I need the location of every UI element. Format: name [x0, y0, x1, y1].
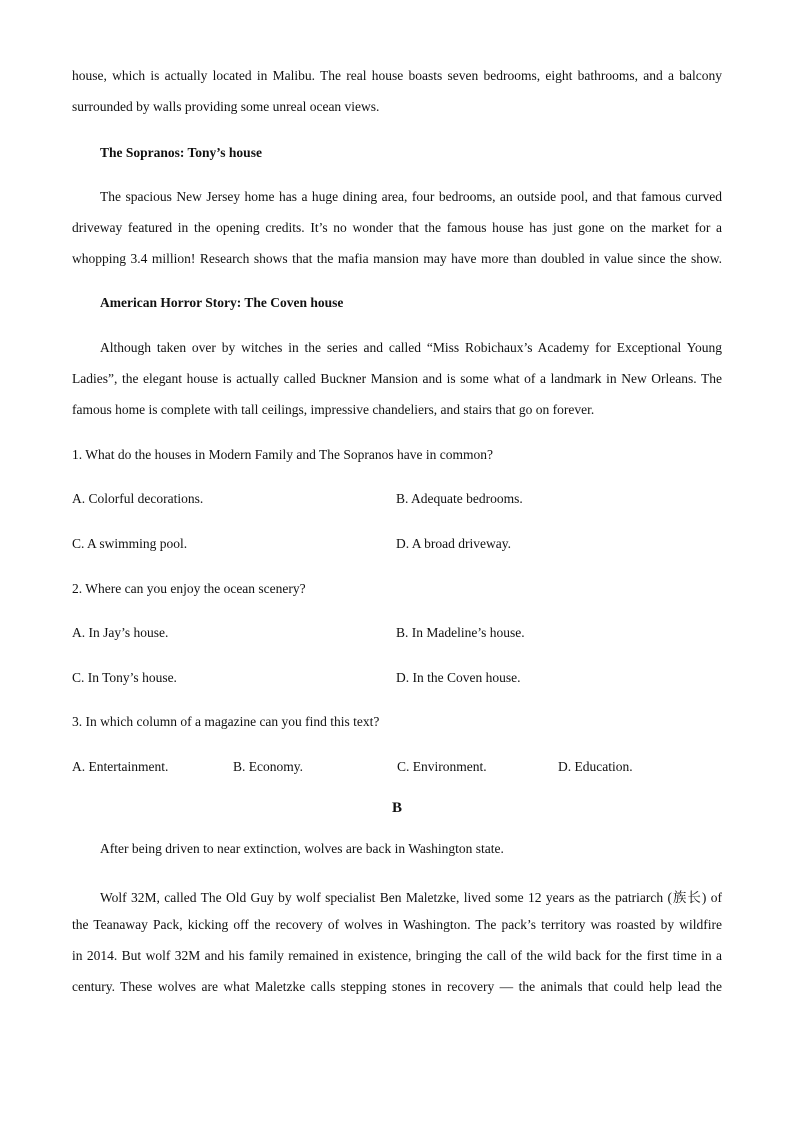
option-d: D. A broad driveway. [396, 536, 511, 551]
option-c: C. Environment. [397, 759, 487, 774]
section-heading-coven: American Horror Story: The Coven house [100, 295, 344, 310]
option-b: B. In Madeline’s house. [396, 625, 525, 640]
question-stem: 2. Where can you enjoy the ocean scenery? [72, 581, 306, 596]
question-stem: 1. What do the houses in Modern Family and The Sopranos have in common? [72, 447, 493, 462]
option-d: D. In the Coven house. [396, 670, 521, 685]
option-a: A. Colorful decorations. [72, 491, 204, 506]
option-a: A. In Jay’s house. [72, 625, 169, 640]
option-a: A. Entertainment. [72, 759, 169, 774]
paragraph-line: famous home is complete with tall ceilings, impressive chandeliers, and stairs that go on forever. [72, 402, 595, 417]
paragraph-line: Wolf 32M, called The Old Guy by wolf specialist Ben Maletzke, lived some 12 years as the patriarch (族长) of [100, 890, 722, 905]
option-d: D. Education. [558, 759, 633, 774]
paragraph-line: driveway featured in the opening credits. It’s no wonder that the famous house has just gone on the market for a [72, 220, 722, 235]
section-heading-sopranos: The Sopranos: Tony’s house [100, 145, 262, 160]
option-c: C. In Tony’s house. [72, 670, 177, 685]
section-letter: B [391, 800, 402, 816]
option-c: C. A swimming pool. [72, 536, 188, 551]
option-b: B. Adequate bedrooms. [396, 491, 523, 506]
paragraph-line: house, which is actually located in Malibu. The real house boasts seven bedrooms, eight bathrooms, and a balcony [72, 68, 722, 83]
paragraph-line: surrounded by walls providing some unreal ocean views. [72, 99, 380, 114]
paragraph-line: The spacious New Jersey home has a huge dining area, four bedrooms, an outside pool, and that famous curved [100, 189, 722, 204]
paragraph-line: century. These wolves are what Maletzke calls stepping stones in recovery — the animals that could help lead the [72, 979, 722, 994]
option-b: B. Economy. [233, 759, 303, 774]
paragraph-line: whopping 3.4 million! Research shows that the mafia mansion may have more than doubled in value since the show. [72, 251, 722, 266]
paragraph-line: Ladies”, the elegant house is actually called Buckner Mansion and is some what of a landmark in New Orleans. The [72, 371, 722, 386]
paragraph-line: the Teanaway Pack, kicking off the recovery of wolves in Washington. The pack’s territory was roasted by wildfire [72, 917, 722, 932]
paragraph-line: in 2014. But wolf 32M and his family remained in existence, bringing the call of the wild back for the first time in a [72, 948, 722, 963]
paragraph-line: After being driven to near extinction, wolves are back in Washington state. [100, 841, 504, 856]
question-stem: 3. In which column of a magazine can you find this text? [72, 714, 380, 729]
paragraph-line: Although taken over by witches in the series and called “Miss Robichaux’s Academy for Exceptional Young [100, 340, 722, 355]
